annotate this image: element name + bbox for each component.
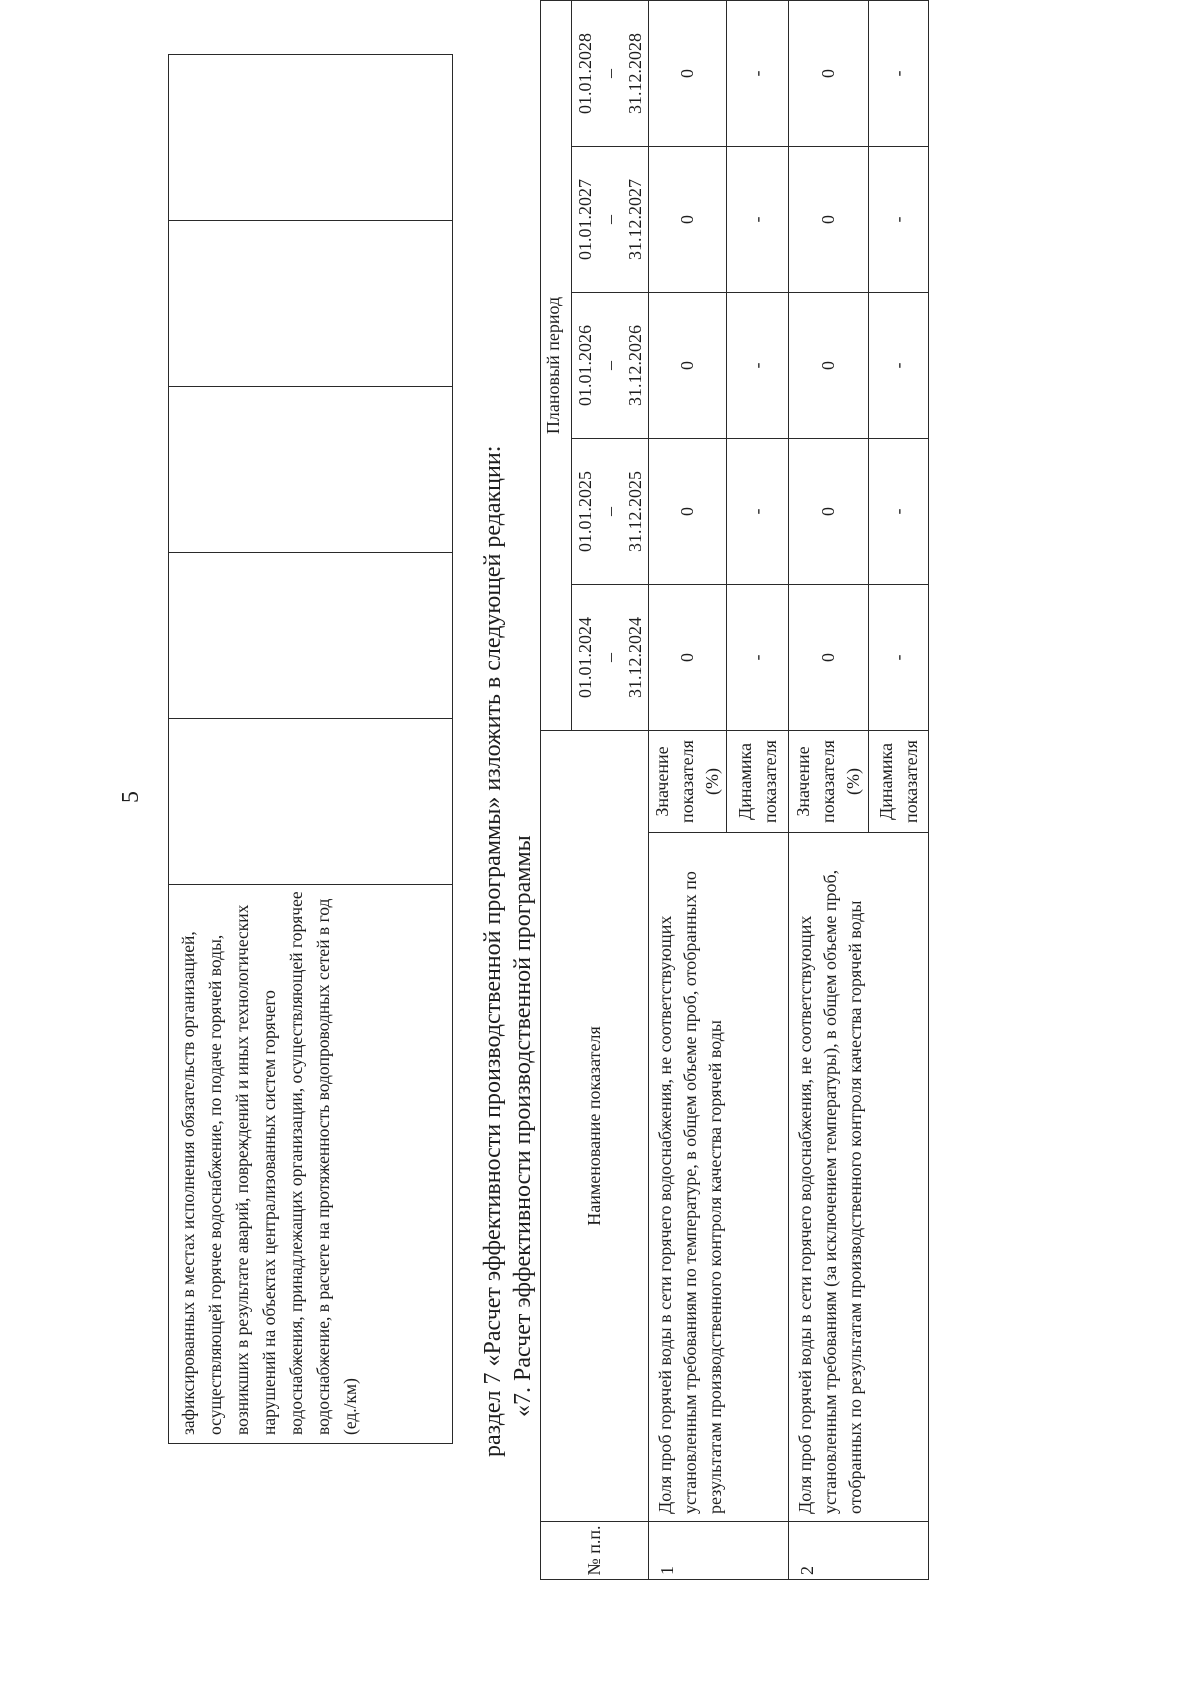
indicator-description-cell [169,885,453,1444]
period-2027: 01.01.2027 – 31.12.2027 [572,147,649,293]
dynamics-label: Динамика показателя [869,731,929,833]
period-2028: 01.01.2028 – 31.12.2028 [572,1,649,147]
value-label: Значение показателя (%) [649,731,727,833]
value-cell: 0 [649,1,727,147]
continuation-table [168,54,453,1444]
dynamics-cell: - [869,293,929,439]
value-label: Значение показателя (%) [789,731,869,833]
dynamics-cell: - [727,147,789,293]
value-cell: 0 [649,439,727,585]
period-2026: 01.01.2026 – 31.12.2026 [572,293,649,439]
table-row [649,1,727,1580]
dynamics-cell: - [727,439,789,585]
empty-cell [169,553,453,719]
dynamics-cell: - [727,293,789,439]
period-2024: 01.01.2024 – 31.12.2024 [572,585,649,731]
header-indicator-name: Наименование показателя [541,731,649,1522]
table-row [789,1,869,1580]
value-cell: 0 [789,1,869,147]
section-heading [478,257,538,1457]
value-cell: 0 [789,293,869,439]
dynamics-cell: - [869,439,929,585]
empty-cell [169,221,453,387]
empty-cell [169,387,453,553]
dynamics-cell: - [869,585,929,731]
dynamics-cell: - [727,585,789,731]
row-indicator-name: Доля проб горячей воды в сети горячего водоснабжения, не соответствующих установленным требованиям (за исключением температуры), в общем объеме проб, отобранных по результатам производственного контроля качества горячей воды [789,833,929,1522]
header-number: № п.п. [541,1522,649,1580]
empty-cell [169,55,453,221]
header-row [541,1,572,1580]
dynamics-cell: - [727,1,789,147]
period-2025: 01.01.2025 – 31.12.2025 [572,439,649,585]
row-number: 1 [649,1522,789,1580]
efficiency-table [540,0,929,1580]
dynamics-cell: - [869,147,929,293]
empty-cell [169,719,453,885]
value-cell: 0 [649,585,727,731]
value-cell: 0 [649,293,727,439]
value-cell: 0 [649,147,727,293]
dynamics-cell: - [869,1,929,147]
dynamics-label: Динамика показателя [727,731,789,833]
heading-line-1: раздел 7 «Расчет эффективности производственной программы» изложить в следующей редакции: [480,445,506,1457]
page-number: 5 [118,791,144,803]
heading-line-2: «7. Расчет эффективности производственной программы [510,835,536,1417]
row-number: 2 [789,1522,929,1580]
value-cell: 0 [789,585,869,731]
row-indicator-name: Доля проб горячей воды в сети горячего водоснабжения, не соответствующих установленным требованиям по температуре, в общем объеме проб, отобранных по результатам производственного контроля качества горячей воды [649,833,789,1522]
value-cell: 0 [789,147,869,293]
value-cell: 0 [789,439,869,585]
header-planned-period: Плановый период [541,1,572,731]
indicator-description: зафиксированных в местах исполнения обязательств организацией, осуществляющей горячее водоснабжение, по подаче горячей воды, возникших в результате аварий, повреждений и иных технологических нарушений на объектах централизованных систем горячего водоснабжения, принадлежащих организации, осуществляющей горячее водоснабжение, в расчете на протяженность водопроводных сетей в год (ед./км) [178,891,360,1435]
table-row [169,55,453,1444]
